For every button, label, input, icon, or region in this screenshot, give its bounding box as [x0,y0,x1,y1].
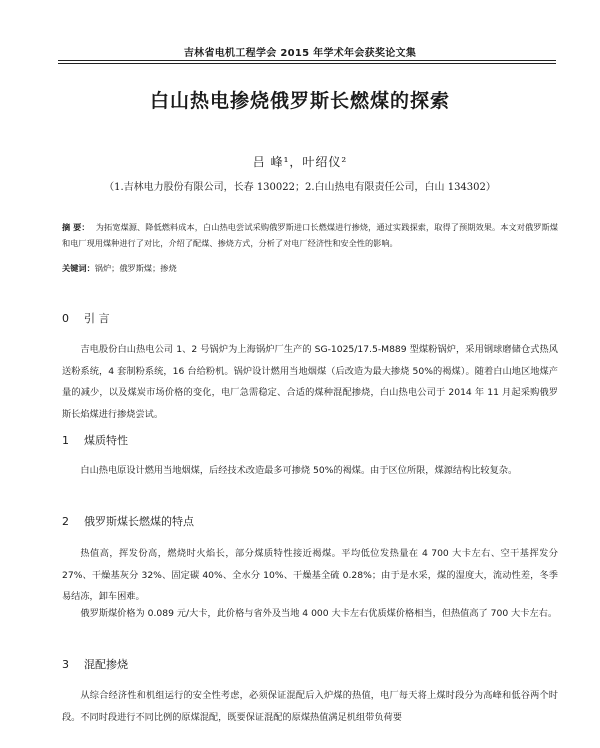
paper-title: 白山热电掺烧俄罗斯长燃煤的探索 [149,90,450,112]
section-number: 2 [62,515,69,528]
keywords [62,263,177,274]
section-number: 0 [62,312,69,325]
section-number: 3 [62,658,69,671]
paragraph-intro: 吉电股份白山热电公司 1、2 号锅炉为上海锅炉厂生产的 SG-1025/17.5-M889 型煤粉锅炉，采用钢球磨储仓式热风送粉系统，4 套制粉系统，16 台给粉机。锅炉设计燃用当地烟煤（后改造为最大掺烧 50%的褐煤）。随着白山地区地煤产量的减少，以及煤炭市场价格的变化，电厂急需稳定、合适的煤种混配掺烧，白山热电公司于 2014 年 11 月起采购俄罗斯长焰煤进行掺烧尝试。 [62,344,558,420]
section-title: 煤质特性 [84,434,128,447]
paragraph-features-1: 热值高，挥发份高，燃烧时火焰长，部分煤质特性接近褐煤。平均低位发热量在 4 700 大卡左右、空干基挥发分 27%、干燥基灰分 32%、固定碳 40%、全水分 10%、干燥基全硫 0.28%；由于是水采，煤的湿度大，流动性差，冬季易结冻，卸车困难。 [62,548,558,602]
paragraph-blend: 从综合经济性和机组运行的安全性考虑，必须保证混配后入炉煤的热值，电厂每天将上煤时段分为高峰和低谷两个时段。不同时段进行不同比例的原煤混配，既要保证混配的原煤热值满足机组带负荷要 [62,690,558,723]
section-title: 俄罗斯煤长燃煤的特点 [84,515,194,528]
header-rule-thin [58,63,556,64]
section-heading [62,310,110,326]
abstract [62,219,558,251]
section-number: 1 [62,434,69,447]
affiliations: （1.吉林电力股份有限公司，长春 130022；2.白山热电有限责任公司，白山 134302） [104,182,496,193]
section-heading [62,513,194,529]
abstract-label: 摘 要： [62,222,90,232]
keywords-label: 关键词： [62,263,95,273]
keywords-text: 锅炉；俄罗斯煤；掺烧 [94,263,177,273]
paragraph-coal: 白山热电原设计燃用当地烟煤，后经技术改造最多可掺烧 50%的褐煤。由于区位所限，煤源结构比较复杂。 [80,465,518,476]
section-heading [62,432,128,448]
paragraph-features-2: 俄罗斯煤价格为 0.089 元/大卡，此价格与省外及当地 4 000 大卡左右优质煤价格相当，但热值高了 700 大卡左右。 [80,608,558,619]
running-header: 吉林省电机工程学会 2015 年学术年会获奖论文集 [183,48,417,59]
header-rule-thick [58,60,556,61]
section-title: 混配掺烧 [84,658,128,671]
section-title: 引 言 [84,312,110,325]
abstract-text: 为拓宽煤源、降低燃料成本，白山热电尝试采购俄罗斯进口长燃煤进行掺烧，通过实践探索，取得了预期效果。本文对俄罗斯煤和电厂现用煤种进行了对比，介绍了配煤、掺烧方式，分析了对电厂经济性和安全性的影响。 [62,222,558,248]
authors: 吕 峰¹，叶绍仪² [252,155,348,169]
section-heading [62,656,128,672]
